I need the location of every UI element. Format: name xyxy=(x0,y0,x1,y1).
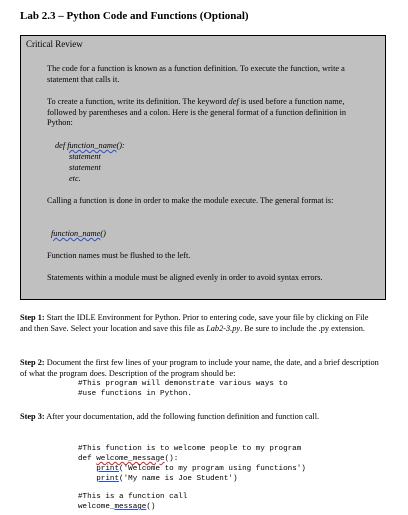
step-3 xyxy=(20,412,380,423)
step-3-code-line-1: #This function is to welcome people to my program xyxy=(78,445,302,453)
review-heading: Critical Review xyxy=(26,39,83,49)
p2-text-a: To create a function, write its definition. The keyword xyxy=(47,97,229,106)
call-function-name: function_name xyxy=(51,229,101,238)
step-2-text: Document the first few lines of your program to include your name, the date, and a brief description of what the program does. Description of the program should be: xyxy=(20,358,379,378)
etc-line: etc. xyxy=(69,174,81,183)
step-1 xyxy=(20,313,380,334)
def-function-name: function_name xyxy=(67,141,117,150)
def-keyword: def xyxy=(55,141,68,150)
step-3-code-line-3 xyxy=(78,465,306,475)
indent xyxy=(78,475,96,483)
review-paragraph-1: The code for a function is known as a function definition. To execute the function, write a statement that calls it. xyxy=(47,64,345,84)
step-2-code-line-1: #This program will demonstrate various ways to xyxy=(78,380,288,388)
print-args: ('My name is Joe Student') xyxy=(119,475,238,483)
step-3-label: Step 3: xyxy=(20,412,45,421)
step-3-text: After your documentation, add the following function definition and function call. xyxy=(44,412,320,421)
def-keyword-code: def xyxy=(78,455,97,463)
statement-line-2: statement xyxy=(69,163,101,172)
page-title: Lab 2.3 – Python Code and Functions (Optional) xyxy=(20,10,249,22)
step-3-code-line-2 xyxy=(78,455,178,465)
step-2-code-line-2: #use functions in Python. xyxy=(78,390,192,398)
step-1-text-b: . Be sure to include the .py extension. xyxy=(240,323,365,333)
def-line xyxy=(55,141,125,151)
call-name-b: message xyxy=(114,503,147,511)
step-2-label: Step 2: xyxy=(20,358,45,367)
call-line xyxy=(51,229,106,239)
print-keyword: print xyxy=(96,475,120,483)
step-2 xyxy=(20,358,380,379)
step-3-code-line-4 xyxy=(78,475,238,485)
step-3-code-line-6 xyxy=(78,503,156,513)
step-3-code-line-5: #This is a function call xyxy=(78,493,188,501)
statement-line-1: statement xyxy=(69,152,101,161)
review-paragraph-5: Statements within a module must be aligned evenly in order to avoid syntax errors. xyxy=(47,273,323,282)
def-tail-code: (): xyxy=(164,455,179,463)
step-1-label: Step 1: xyxy=(20,313,45,322)
p2-keyword: def xyxy=(228,97,239,106)
step-1-filename: Lab2-3.py xyxy=(206,323,241,333)
critical-review-box xyxy=(20,35,386,300)
call-tail-code: () xyxy=(146,503,156,511)
call-name-a: welcome_ xyxy=(78,503,115,511)
review-paragraph-3: Calling a function is done in order to make the module execute. The general format is: xyxy=(47,196,334,205)
call-tail: () xyxy=(100,229,106,238)
p2-text-b: is used before a function name, followed by parentheses and a colon. Here is the general format of a function definition in Python: xyxy=(47,97,347,127)
step-1-text-a: Start the IDLE Environment for Python. Prior to entering code, save your file by clicking on File and then Save. Select your location and save this file as xyxy=(20,313,369,333)
def-tail: (): xyxy=(116,141,125,150)
function-name-code: welcome_message xyxy=(96,455,165,463)
print-args: ('Welcome to my program using functions') xyxy=(119,465,306,473)
review-paragraph-4: Function names must be flushed to the left. xyxy=(47,251,191,260)
print-keyword: print xyxy=(96,465,120,473)
indent xyxy=(78,465,96,473)
review-paragraph-2 xyxy=(47,97,363,129)
